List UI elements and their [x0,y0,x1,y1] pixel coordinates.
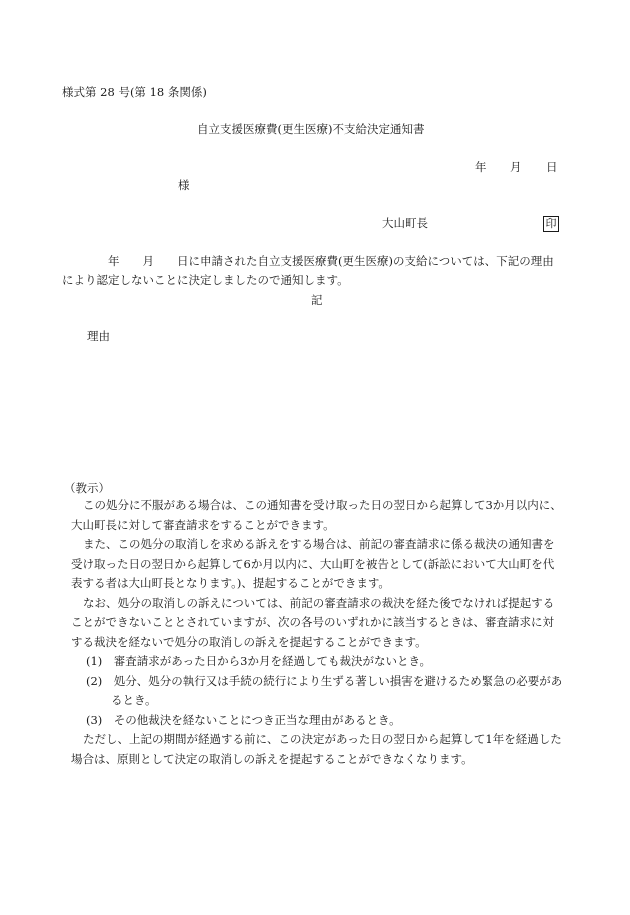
instruction-line: 大山町長に対して審査請求をすることができます。 [71,517,335,532]
instruction-line: 受け取った日の翌日から起算して6か月以内に、大山町を被告として(訴訟において大山町を代 [71,556,555,571]
instruction-item-2-cont: るとき。 [111,693,157,707]
instruction-line: ただし、上記の期間が経過する前に、この決定があった日の翌日から起算して1年を経過した [83,732,562,746]
instruction-line: 場合は、原則として決定の取消しの訴えを提起することができなくなります。 [71,751,473,766]
instruction-line: ことができないこととされていますが、次の各号のいずれかに該当するときは、審査請求に対 [71,615,554,629]
instruction-line: また、この処分の取消しを求める訴えをする場合は、前記の審査請求に係る裁決の通知書を [83,537,555,551]
ki-mark: 記 [311,293,323,307]
instruction-item-3: (3) その他裁決を経ないことにつき正当な理由があるとき。 [86,712,401,727]
instruction-item-1: (1) 審査請求があった日から3か月を経過しても裁決がないとき。 [86,654,432,668]
date-day: 日 [546,160,558,174]
instruction-line: この処分に不服がある場合は、この通知書を受け取った日の翌日から起算して3か月以内に、 [83,498,562,512]
instruction-line: する裁決を経ないで処分の取消しの訴えを提起することができます。 [71,634,427,649]
date-year: 年 [475,160,487,174]
recipient-suffix: 様 [178,178,190,192]
seal-mark: 印 [543,216,559,232]
instructions-body [71,496,579,769]
reason-label: 理由 [87,329,110,343]
date-month: 月 [510,160,522,174]
notice-line-2: により認定しないことに決定しましたので通知します。 [62,273,349,287]
instruction-line: 表する者は大山町長となります。)、提起することができます。 [71,576,390,590]
instruction-item-2: (2) 処分、処分の執行又は手続の続行により生ずる著しい損害を避けるため緊急の必要があ [86,673,563,688]
issuer-name: 大山町長 [382,216,428,230]
notice-line-1: 年 月 日に申請された自立支援医療費(更生医療)の支給については、下記の理由 [108,254,554,268]
document-title: 自立支援医療費(更生医療)不支給決定通知書 [197,122,425,136]
form-number: 様式第 28 号(第 18 条関係) [62,85,207,99]
instruction-line: なお、処分の取消しの訴えについては、前記の審査請求の裁決を経た後でなければ提起する [83,595,555,610]
instructions-heading: （教示） [64,481,110,495]
